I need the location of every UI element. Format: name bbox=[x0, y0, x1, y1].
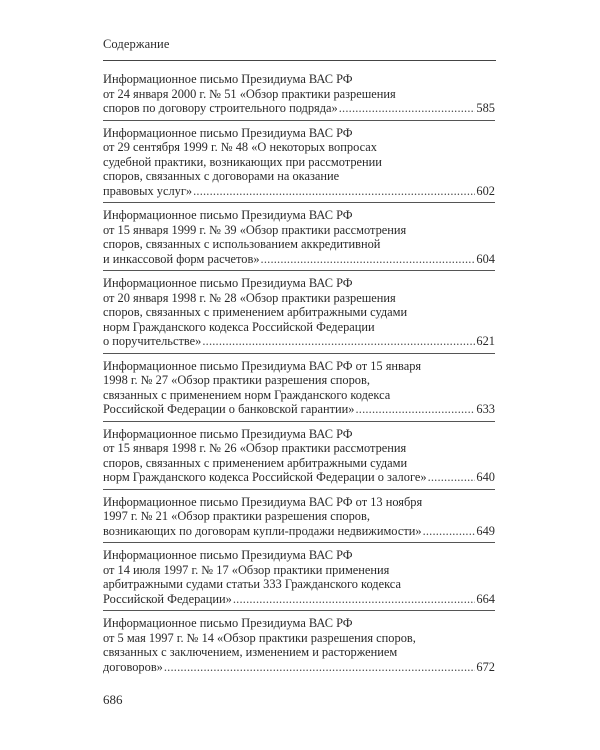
header-rule bbox=[103, 60, 496, 61]
toc-entry-line: Российской Федерации о банковской гарантии» bbox=[103, 402, 355, 416]
toc-entry-line: Информационное письмо Президиума ВАС РФ от 13 ноября bbox=[103, 494, 423, 509]
toc-entry[interactable] bbox=[103, 495, 495, 544]
toc-entry-line: Информационное письмо Президиума ВАС РФ bbox=[103, 426, 353, 441]
dot-leader bbox=[261, 252, 476, 267]
toc-entry-line: арбитражными судами статьи 333 Гражданского кодекса bbox=[103, 577, 401, 591]
toc-entry-line: споров по договору строительного подряда» bbox=[103, 101, 338, 115]
dot-leader bbox=[428, 470, 476, 485]
dot-leader bbox=[423, 524, 476, 539]
toc-entry-line: от 14 июля 1997 г. № 17 «Обзор практики применения bbox=[103, 562, 390, 577]
toc-entry-line: Информационное письмо Президиума ВАС РФ bbox=[103, 616, 353, 630]
toc-entry[interactable] bbox=[103, 276, 495, 354]
toc-entry[interactable] bbox=[103, 616, 495, 678]
toc-entry-last-line bbox=[103, 660, 495, 675]
toc-page-number[interactable]: 633 bbox=[476, 402, 495, 416]
toc-entry-line: от 29 сентября 1999 г. № 48 «О некоторых вопросах bbox=[103, 140, 377, 154]
dot-leader bbox=[193, 184, 475, 199]
toc-entry-line: от 15 января 1999 г. № 39 «Обзор практики рассмотрения bbox=[103, 222, 407, 237]
toc-entry-line: споров, связанных с использованием аккредитивной bbox=[103, 237, 381, 251]
toc-entry[interactable] bbox=[103, 548, 495, 611]
toc-entry-line: от 15 января 1998 г. № 26 «Обзор практики рассмотрения bbox=[103, 441, 407, 455]
toc-entry[interactable] bbox=[103, 427, 495, 490]
toc-entry-last-line bbox=[103, 252, 495, 267]
toc-entry-line: Информационное письмо Президиума ВАС РФ от 15 января bbox=[103, 358, 422, 373]
toc-entry-line: судебной практики, возникающих при рассмотрении bbox=[103, 154, 382, 169]
toc-entry-line: Информационное письмо Президиума ВАС РФ bbox=[103, 276, 353, 290]
toc-entry-line: норм Гражданского кодекса Российской Федерации bbox=[103, 319, 375, 334]
toc-entry-line: споров, связанных с применением арбитражными судами bbox=[103, 455, 408, 470]
toc-entry[interactable] bbox=[103, 359, 495, 422]
toc-entry-last-line bbox=[103, 470, 495, 485]
toc-entry-line: Информационное письмо Президиума ВАС РФ bbox=[103, 72, 353, 86]
dot-leader bbox=[339, 101, 476, 116]
toc-entry-line: Информационное письмо Президиума ВАС РФ bbox=[103, 208, 353, 222]
toc-entry-line: от 5 мая 1997 г. № 14 «Обзор практики разрешения споров, bbox=[103, 630, 416, 645]
toc-entry-line: и инкассовой форм расчетов» bbox=[103, 251, 260, 266]
toc-page-number[interactable]: 649 bbox=[476, 523, 495, 538]
toc-entry-line: 1998 г. № 27 «Обзор практики разрешения споров, bbox=[103, 373, 370, 387]
toc-entry-line: о поручительстве» bbox=[103, 334, 202, 348]
toc-entry-line: споров, связанных с применением арбитражными судами bbox=[103, 305, 408, 319]
toc-entry[interactable] bbox=[103, 72, 495, 121]
toc-page-number[interactable]: 621 bbox=[476, 334, 495, 348]
toc-page-number[interactable]: 602 bbox=[476, 183, 495, 198]
toc-entry-line: возникающих по договорам купли-продажи недвижимости» bbox=[103, 523, 422, 538]
toc-entry-last-line bbox=[103, 101, 495, 116]
toc-entry-line: от 24 января 2000 г. № 51 «Обзор практики разрешения bbox=[103, 86, 396, 101]
dot-leader bbox=[202, 334, 475, 349]
toc-page-number[interactable]: 664 bbox=[476, 591, 495, 606]
page-number: 686 bbox=[103, 692, 123, 707]
toc-entry-line: договоров» bbox=[103, 659, 163, 674]
toc-entry-line: от 20 января 1998 г. № 28 «Обзор практики разрешения bbox=[103, 290, 396, 305]
toc-page-number[interactable]: 585 bbox=[476, 101, 495, 115]
toc-entry[interactable] bbox=[103, 208, 495, 271]
toc-entry[interactable] bbox=[103, 126, 495, 204]
toc-entry-line: Информационное письмо Президиума ВАС РФ bbox=[103, 548, 353, 562]
toc-entry-last-line bbox=[103, 592, 495, 607]
toc-page-number[interactable]: 604 bbox=[476, 251, 495, 266]
toc-entry-line: споров, связанных с договорами на оказание bbox=[103, 169, 340, 183]
toc-entry-line: связанных с заключением, изменением и расторжением bbox=[103, 645, 398, 659]
toc-entry-line: норм Гражданского кодекса Российской Федерации о залоге» bbox=[103, 470, 427, 484]
running-head: Содержание bbox=[103, 37, 170, 51]
toc-entry-line: Российской Федерации» bbox=[103, 591, 232, 606]
dot-leader bbox=[355, 402, 475, 417]
dot-leader bbox=[164, 660, 476, 675]
toc-entry-last-line bbox=[103, 334, 495, 349]
toc-page-number[interactable]: 672 bbox=[476, 659, 495, 674]
toc-page-number[interactable]: 640 bbox=[476, 470, 495, 484]
toc-entry-line: связанных с применением норм Гражданского кодекса bbox=[103, 387, 391, 402]
dot-leader bbox=[233, 592, 476, 607]
toc-entry-line: правовых услуг» bbox=[103, 183, 193, 198]
toc-entry-last-line bbox=[103, 402, 495, 417]
table-of-contents bbox=[103, 72, 495, 683]
toc-entry-last-line bbox=[103, 524, 495, 539]
toc-entry-last-line bbox=[103, 184, 495, 199]
toc-entry-line: Информационное письмо Президиума ВАС РФ bbox=[103, 125, 353, 140]
toc-entry-line: 1997 г. № 21 «Обзор практики разрешения споров, bbox=[103, 509, 370, 523]
